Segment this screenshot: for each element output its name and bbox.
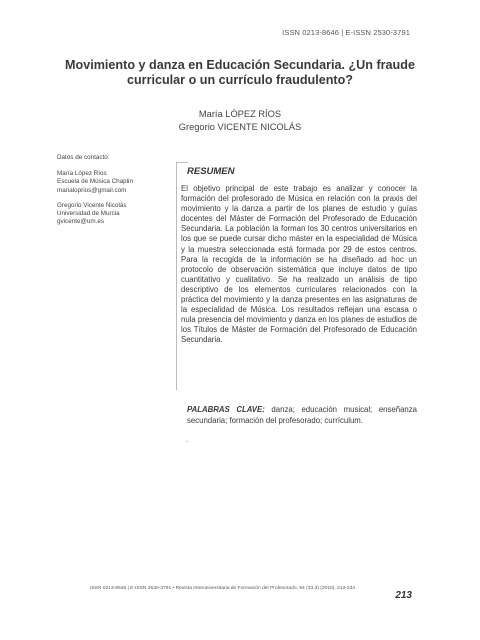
article-title-line-2: curricular o un currículo fraudulento? [126, 73, 353, 87]
contact-heading: Datos de contacto: [57, 154, 110, 161]
contact-name: María López Ríos [57, 170, 107, 178]
contact-email: marialoprios@gmail.com [57, 186, 127, 194]
contact-details [57, 154, 177, 233]
header-issn: ISSN 0213-8646 | E-ISSN 2530-3791 [282, 28, 410, 37]
contact-name: Gregorio Vicente Nicolás [57, 201, 127, 209]
article-title-line-1: Movimiento y danza en Educación Secundaria. ¿Un fraude [65, 58, 415, 72]
footer-citation: ISSN 0213-8646 | E-ISSN 2530-3791 • Revista Interuniversitaria de Formación del Profesorado, 94 (33.3) (2019), 213-234 [90, 586, 356, 591]
stray-mark: . [186, 435, 189, 444]
author-list [40, 108, 440, 133]
keywords-label: PALABRAS CLAVE: [187, 405, 265, 414]
keywords-text: danza; educación musical; enseñanza secundaria; formación del profesorado; currículum. [187, 405, 417, 425]
page-number: 213 [395, 590, 412, 601]
contact-affiliation: Escuela de Música Chaplin [57, 178, 133, 186]
author-name: Gregorio VICENTE NICOLÁS [178, 121, 302, 132]
abstract-body: El objetivo principal de este trabajo es analizar y conocer la formación del profesorado de Música en relación con la praxis del movimiento y la danza a partir de los planes de estudio y guías docentes del Máster de Formación del Profesorado de Educación Secundaria. La población la forman los 30 centros universitarios en los que se puede cursar dicho máster en la especialidad de Música y la muestra seleccionada está formada por 29 de estos centros. Para la recogida de la información se ha diseñado ad hoc un protocolo de observación sistemática que incluye datos de tipo cuantitativo y cualitativo. Se ha realizado un análisis de tipo descriptivo de los elementos curriculares relacionados con la práctica del movimiento y la danza presentes en las asignaturas de la especialidad de Música. Los resultados reflejan una escasa o nula presencia del movimiento y danza en los planes de estudios de los Títulos de Máster de Formación del Profesorado de Educación Secundaria. [181, 184, 417, 345]
article-title [40, 58, 440, 88]
contact-person [57, 170, 177, 195]
abstract-heading: RESUMEN [187, 166, 235, 177]
contact-email: gvicente@um.es [57, 218, 104, 226]
contact-affiliation: Universidad de Murcia [57, 210, 120, 218]
author-name: María LÓPEZ RÍOS [198, 109, 282, 119]
abstract-left-rule [176, 162, 177, 390]
abstract-top-rule [176, 162, 188, 163]
keywords [187, 405, 417, 426]
contact-person [57, 202, 177, 227]
